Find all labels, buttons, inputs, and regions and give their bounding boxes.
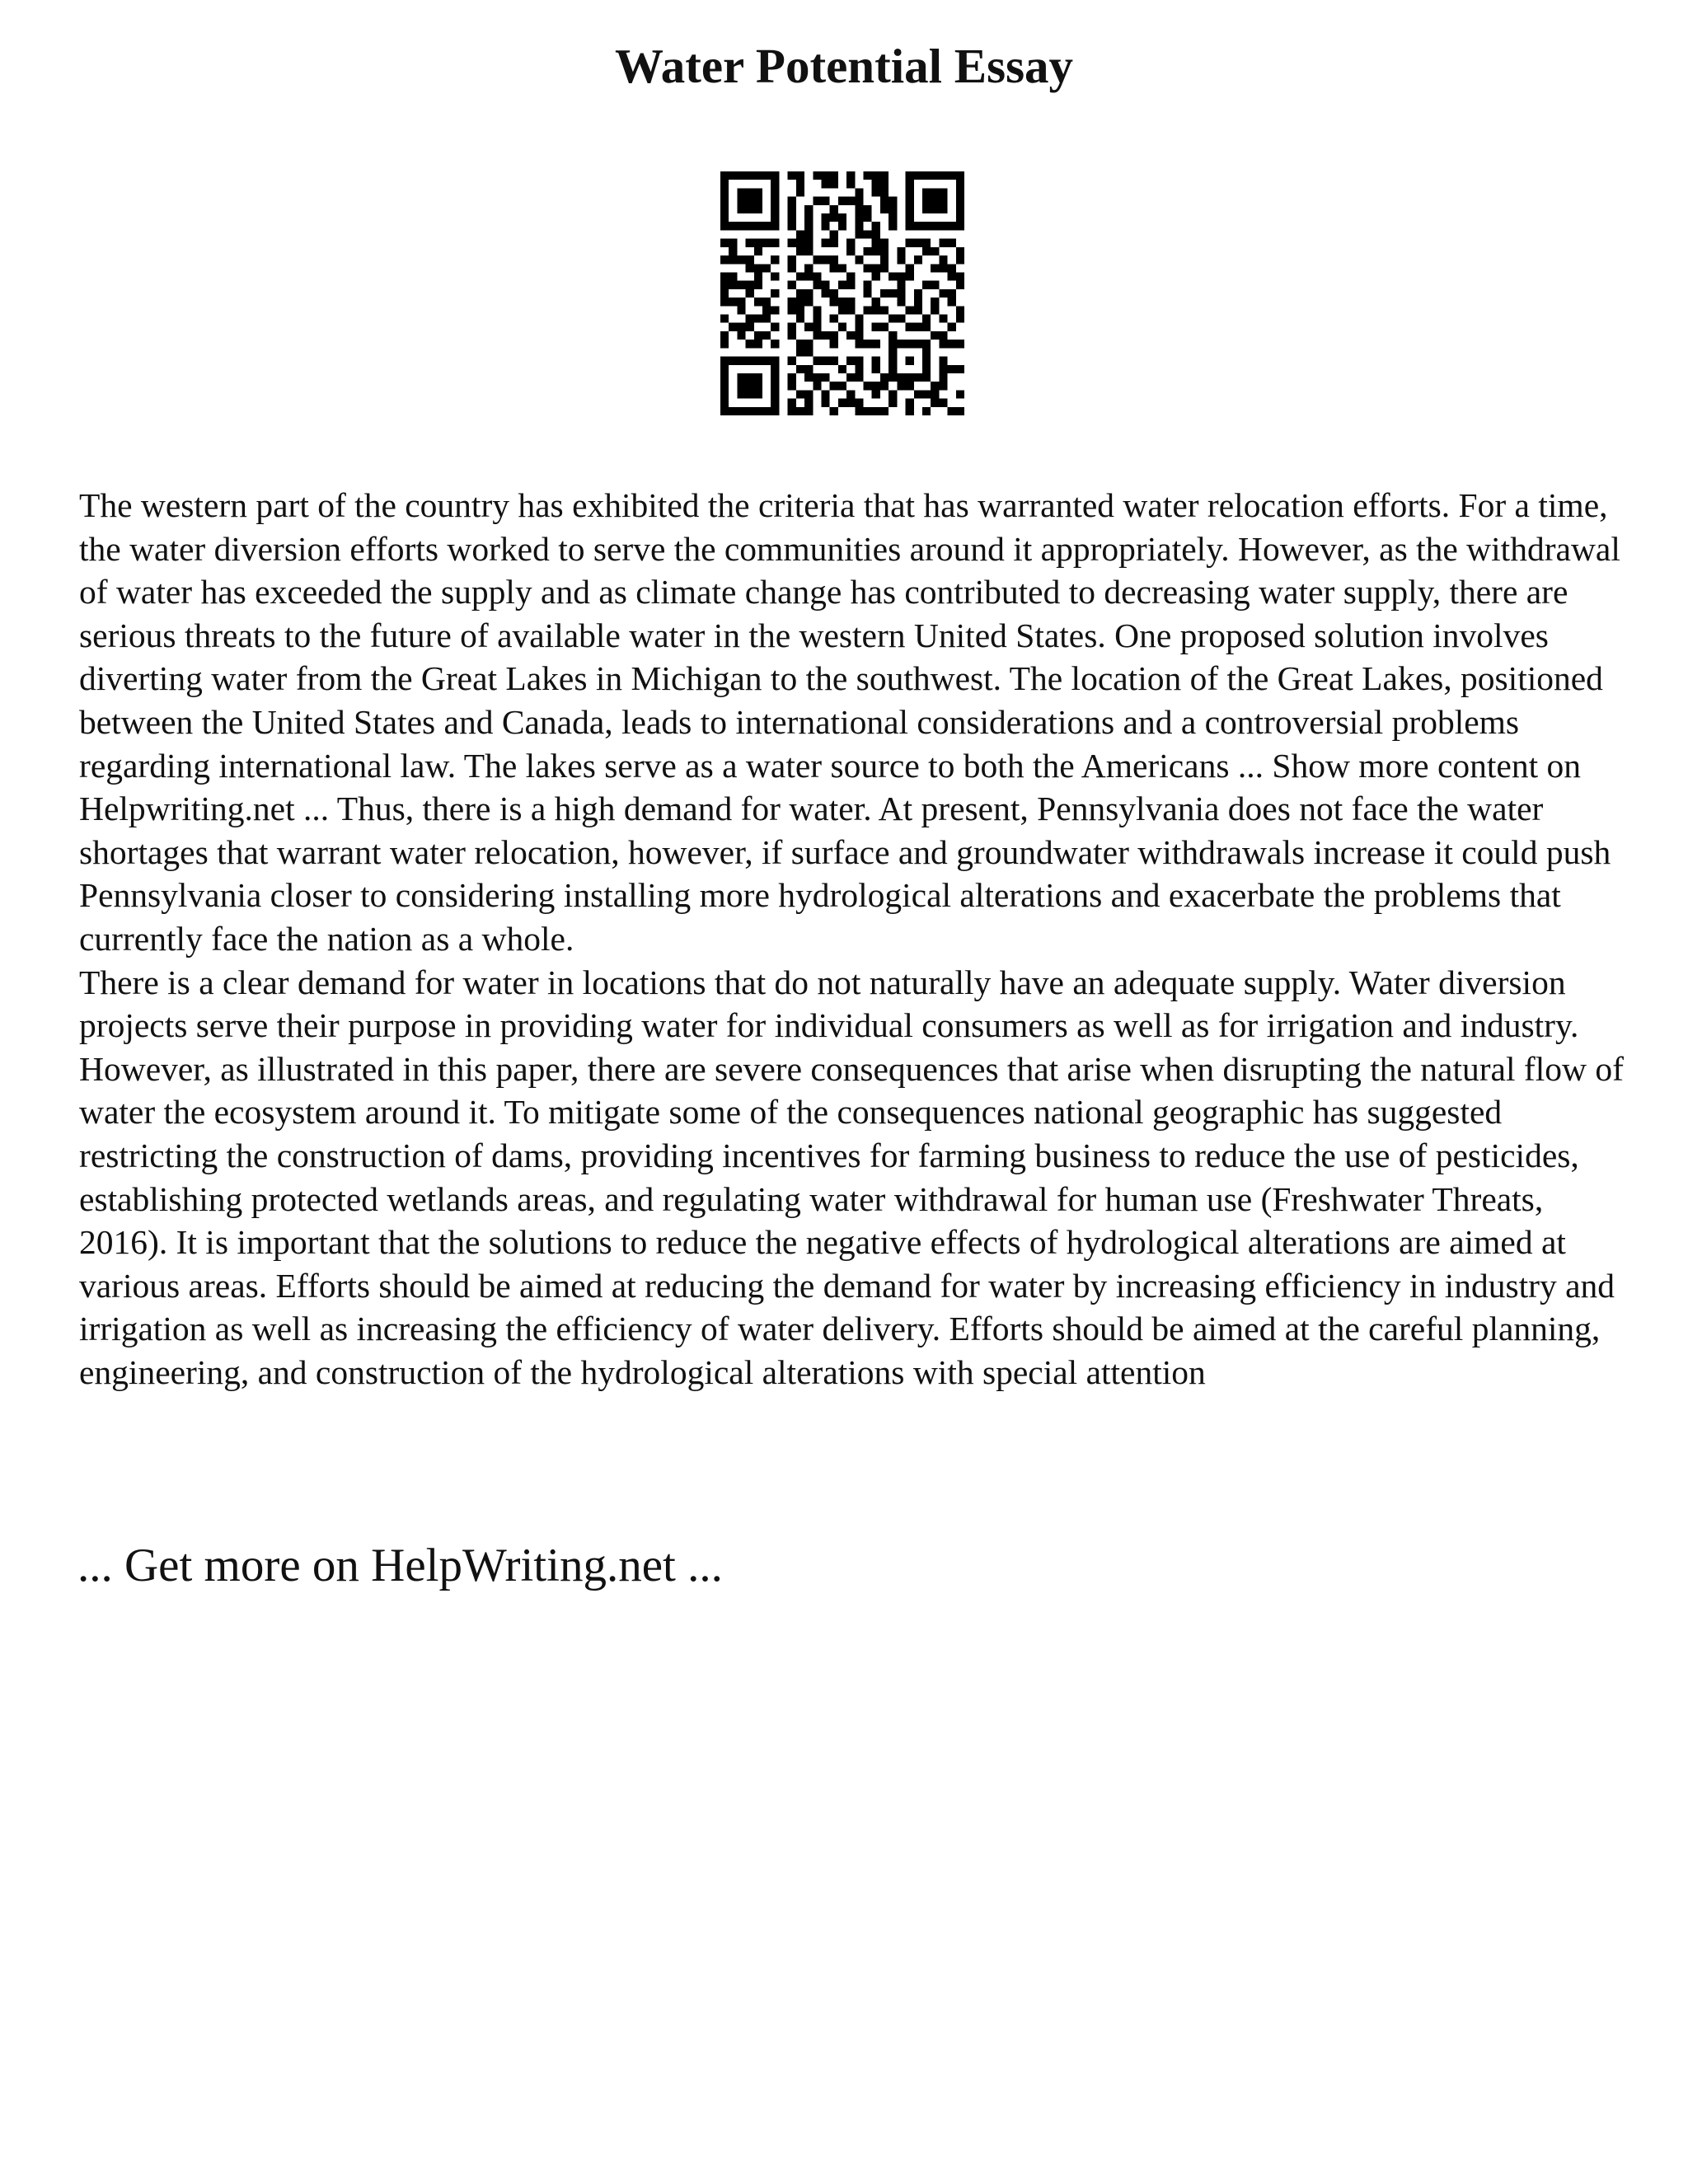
essay-body <box>79 484 1629 1394</box>
essay-paragraph-1: The western part of the country has exhibited the criteria that has warranted water relocation efforts. For a time, the water diversion efforts worked to serve the communities around it appropriately. However, as the withdrawal of water has exceeded the supply and as climate change has contributed to decreasing water supply, there are serious threats to the future of available water in the western United States. One proposed solution involves diverting water from the Great Lakes in Michigan to the southwest. The location of the Great Lakes, positioned between the United States and Canada, leads to international considerations and a controversial problems regarding international law. The lakes serve as a water source to both the Americans ... Show more content on Helpwriting.net ... Thus, there is a high demand for water. At present, Pennsylvania does not face the water shortages that warrant water relocation, however, if surface and groundwater withdrawals increase it could push Pennsylvania closer to considering installing more hydrological alterations and exacerbate the problems that currently face the nation as a whole. <box>79 486 1620 958</box>
get-more-link[interactable]: ... Get more on HelpWriting.net ... <box>77 1540 723 1591</box>
essay-paragraph-2: There is a clear demand for water in locations that do not naturally have an adequate supply. Water diversion projects serve their purpose in providing water for individual consumers as well as for irrigation and industry. However, as illustrated in this paper, there are severe consequences that arise when disrupting the natural flow of water the ecosystem around it. To mitigate some of the consequences national geographic has suggested restricting the construction of dams, providing incentives for farming business to reduce the use of pesticides, establishing protected wetlands areas, and regulating water withdrawal for human use (Freshwater Threats, 2016). It is important that the solutions to reduce the negative effects of hydrological alterations are aimed at various areas. Efforts should be aimed at reducing the demand for water by increasing efficiency in industry and irrigation as well as increasing the efficiency of water delivery. Efforts should be aimed at the careful planning, engineering, and construction of the hydrological alterations with special attention <box>79 963 1624 1391</box>
qr-code-icon <box>720 171 964 415</box>
page-title: Water Potential Essay <box>614 39 1074 93</box>
